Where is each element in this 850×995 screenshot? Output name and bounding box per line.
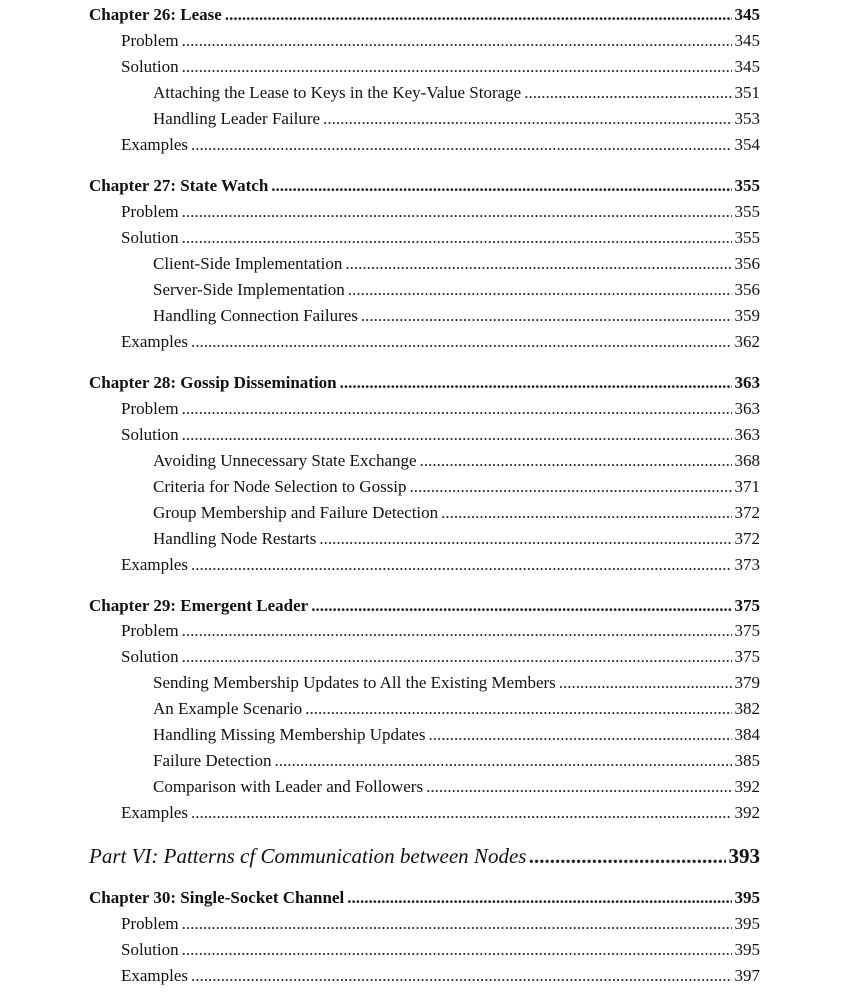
toc-page-number: 356 (734, 254, 760, 273)
toc-title: Problem (121, 621, 179, 640)
dot-leader (275, 751, 732, 771)
toc-page-number: 373 (734, 555, 760, 574)
dot-leader (348, 280, 732, 300)
toc-subsection (153, 673, 760, 693)
toc-title: Examples (121, 332, 189, 351)
toc-page-number: 385 (734, 751, 760, 770)
toc-page-number: 363 (734, 373, 760, 392)
dot-leader (410, 477, 732, 497)
toc-page-number: 393 (728, 844, 760, 868)
toc-title: Chapter 27: State Watch (89, 176, 269, 195)
toc-title: Examples (121, 135, 189, 154)
toc-page-number: 368 (734, 451, 760, 470)
toc-page-number: 345 (734, 5, 760, 24)
toc-page-number: 354 (734, 135, 760, 154)
toc-section-problem (121, 914, 760, 934)
toc-title: Examples (121, 966, 189, 985)
dot-leader (191, 555, 731, 575)
toc-title: An Example Scenario (153, 699, 303, 718)
dot-leader (441, 503, 731, 523)
toc-chapter-28 (89, 373, 760, 393)
dot-leader (191, 135, 731, 155)
toc-title: Solution (121, 425, 179, 444)
dot-leader (182, 940, 732, 960)
toc-page-number: 379 (734, 673, 760, 692)
toc-title: Handling Leader Failure (153, 109, 321, 128)
dot-leader (428, 725, 731, 745)
toc-subsection (153, 306, 760, 326)
toc-title: Sending Membership Updates to All the Existing Members (153, 673, 556, 692)
dot-leader (420, 451, 732, 471)
toc-page-number: 362 (734, 332, 760, 351)
toc-title: Solution (121, 647, 179, 666)
toc-page-number: 345 (734, 31, 760, 50)
toc-title: Failure Detection (153, 751, 272, 770)
toc-page-number: 356 (734, 280, 760, 299)
toc-title: Handling Missing Membership Updates (153, 725, 426, 744)
toc-section-solution (121, 228, 760, 248)
toc-page-number: 375 (734, 621, 760, 640)
toc-title: Comparison with Leader and Followers (153, 777, 424, 796)
dot-leader (319, 529, 731, 549)
dot-leader (559, 673, 732, 693)
toc-page-number: 359 (734, 306, 760, 325)
toc-title: Handling Connection Failures (153, 306, 358, 325)
toc-section-examples (121, 135, 760, 155)
toc-title: Chapter 28: Gossip Dissemination (89, 373, 337, 392)
toc-section-solution (121, 647, 760, 667)
toc-title: Chapter 26: Lease (89, 5, 222, 24)
toc-title: Part VI: Patterns cf Communication between Nodes (89, 844, 527, 868)
dot-leader (182, 202, 732, 222)
toc-title: Handling Node Restarts (153, 529, 317, 548)
toc-title: Client-Side Implementation (153, 254, 343, 273)
toc-section-solution (121, 940, 760, 960)
dot-leader (271, 176, 731, 196)
toc-title: Attaching the Lease to Keys in the Key-Value Storage (153, 83, 522, 102)
dot-leader (529, 844, 725, 869)
toc-title: Problem (121, 399, 179, 418)
toc-title: Criteria for Node Selection to Gossip (153, 477, 407, 496)
toc-page-number: 351 (734, 83, 760, 102)
toc-page-number: 353 (734, 109, 760, 128)
toc-page-number: 355 (734, 202, 760, 221)
toc-subsection (153, 725, 760, 745)
toc-part-vi (89, 844, 760, 869)
toc-subsection (153, 109, 760, 129)
toc-page-number: 382 (734, 699, 760, 718)
dot-leader (426, 777, 731, 797)
toc-page-number: 355 (734, 228, 760, 247)
dot-leader (182, 647, 732, 667)
toc-title: Chapter 29: Emergent Leader (89, 596, 309, 615)
dot-leader (182, 57, 732, 77)
toc-section-examples (121, 555, 760, 575)
toc-chapter-30 (89, 888, 760, 908)
toc-subsection (153, 254, 760, 274)
toc-chapter-27 (89, 176, 760, 196)
dot-leader (311, 596, 731, 616)
toc-subsection (153, 699, 760, 719)
toc-page-number: 345 (734, 57, 760, 76)
toc-page-number: 395 (734, 888, 760, 907)
toc-subsection (153, 777, 760, 797)
toc-page-number: 371 (734, 477, 760, 496)
toc-section-problem (121, 202, 760, 222)
dot-leader (361, 306, 732, 326)
toc-title: Solution (121, 228, 179, 247)
toc-page-number: 363 (734, 399, 760, 418)
toc-title: Avoiding Unnecessary State Exchange (153, 451, 417, 470)
dot-leader (191, 332, 731, 352)
toc-title: Problem (121, 202, 179, 221)
dot-leader (182, 621, 732, 641)
dot-leader (345, 254, 731, 274)
toc-page-number: 384 (734, 725, 760, 744)
toc-page-number: 375 (734, 647, 760, 666)
toc-subsection (153, 503, 760, 523)
toc-section-problem (121, 621, 760, 641)
toc-title: Chapter 30: Single-Socket Channel (89, 888, 345, 907)
toc-chapter-26 (89, 5, 760, 25)
toc-title: Examples (121, 803, 189, 822)
dot-leader (225, 5, 732, 25)
dot-leader (347, 888, 731, 908)
toc-subsection (153, 280, 760, 300)
toc-title: Solution (121, 940, 179, 959)
toc-subsection (153, 477, 760, 497)
toc-subsection (153, 451, 760, 471)
toc-section-solution (121, 425, 760, 445)
toc-page-number: 355 (734, 176, 760, 195)
toc-title: Solution (121, 57, 179, 76)
toc-section-examples (121, 803, 760, 823)
dot-leader (323, 109, 731, 129)
toc-page-number: 397 (734, 966, 760, 985)
toc-page-number: 392 (734, 777, 760, 796)
toc-page-number: 395 (734, 914, 760, 933)
dot-leader (182, 228, 732, 248)
toc-section-solution (121, 57, 760, 77)
toc-page-number: 375 (734, 596, 760, 615)
toc-page-number: 363 (734, 425, 760, 444)
toc-page-number: 372 (734, 503, 760, 522)
toc-section-examples (121, 332, 760, 352)
toc-chapter-29 (89, 596, 760, 616)
toc-title: Problem (121, 31, 179, 50)
toc-page-number: 392 (734, 803, 760, 822)
toc-title: Problem (121, 914, 179, 933)
dot-leader (524, 83, 731, 103)
toc-section-examples (121, 966, 760, 986)
dot-leader (340, 373, 732, 393)
toc-title: Group Membership and Failure Detection (153, 503, 439, 522)
dot-leader (182, 425, 732, 445)
dot-leader (182, 31, 732, 51)
dot-leader (182, 914, 732, 934)
dot-leader (191, 803, 731, 823)
toc-section-problem (121, 31, 760, 51)
dot-leader (191, 966, 731, 986)
toc-subsection (153, 83, 760, 103)
toc-title: Server-Side Implementation (153, 280, 345, 299)
toc-title: Examples (121, 555, 189, 574)
toc-page-number: 395 (734, 940, 760, 959)
dot-leader (182, 399, 732, 419)
dot-leader (305, 699, 731, 719)
toc-subsection (153, 529, 760, 549)
toc-page-number: 372 (734, 529, 760, 548)
toc-subsection (153, 751, 760, 771)
toc-section-problem (121, 399, 760, 419)
